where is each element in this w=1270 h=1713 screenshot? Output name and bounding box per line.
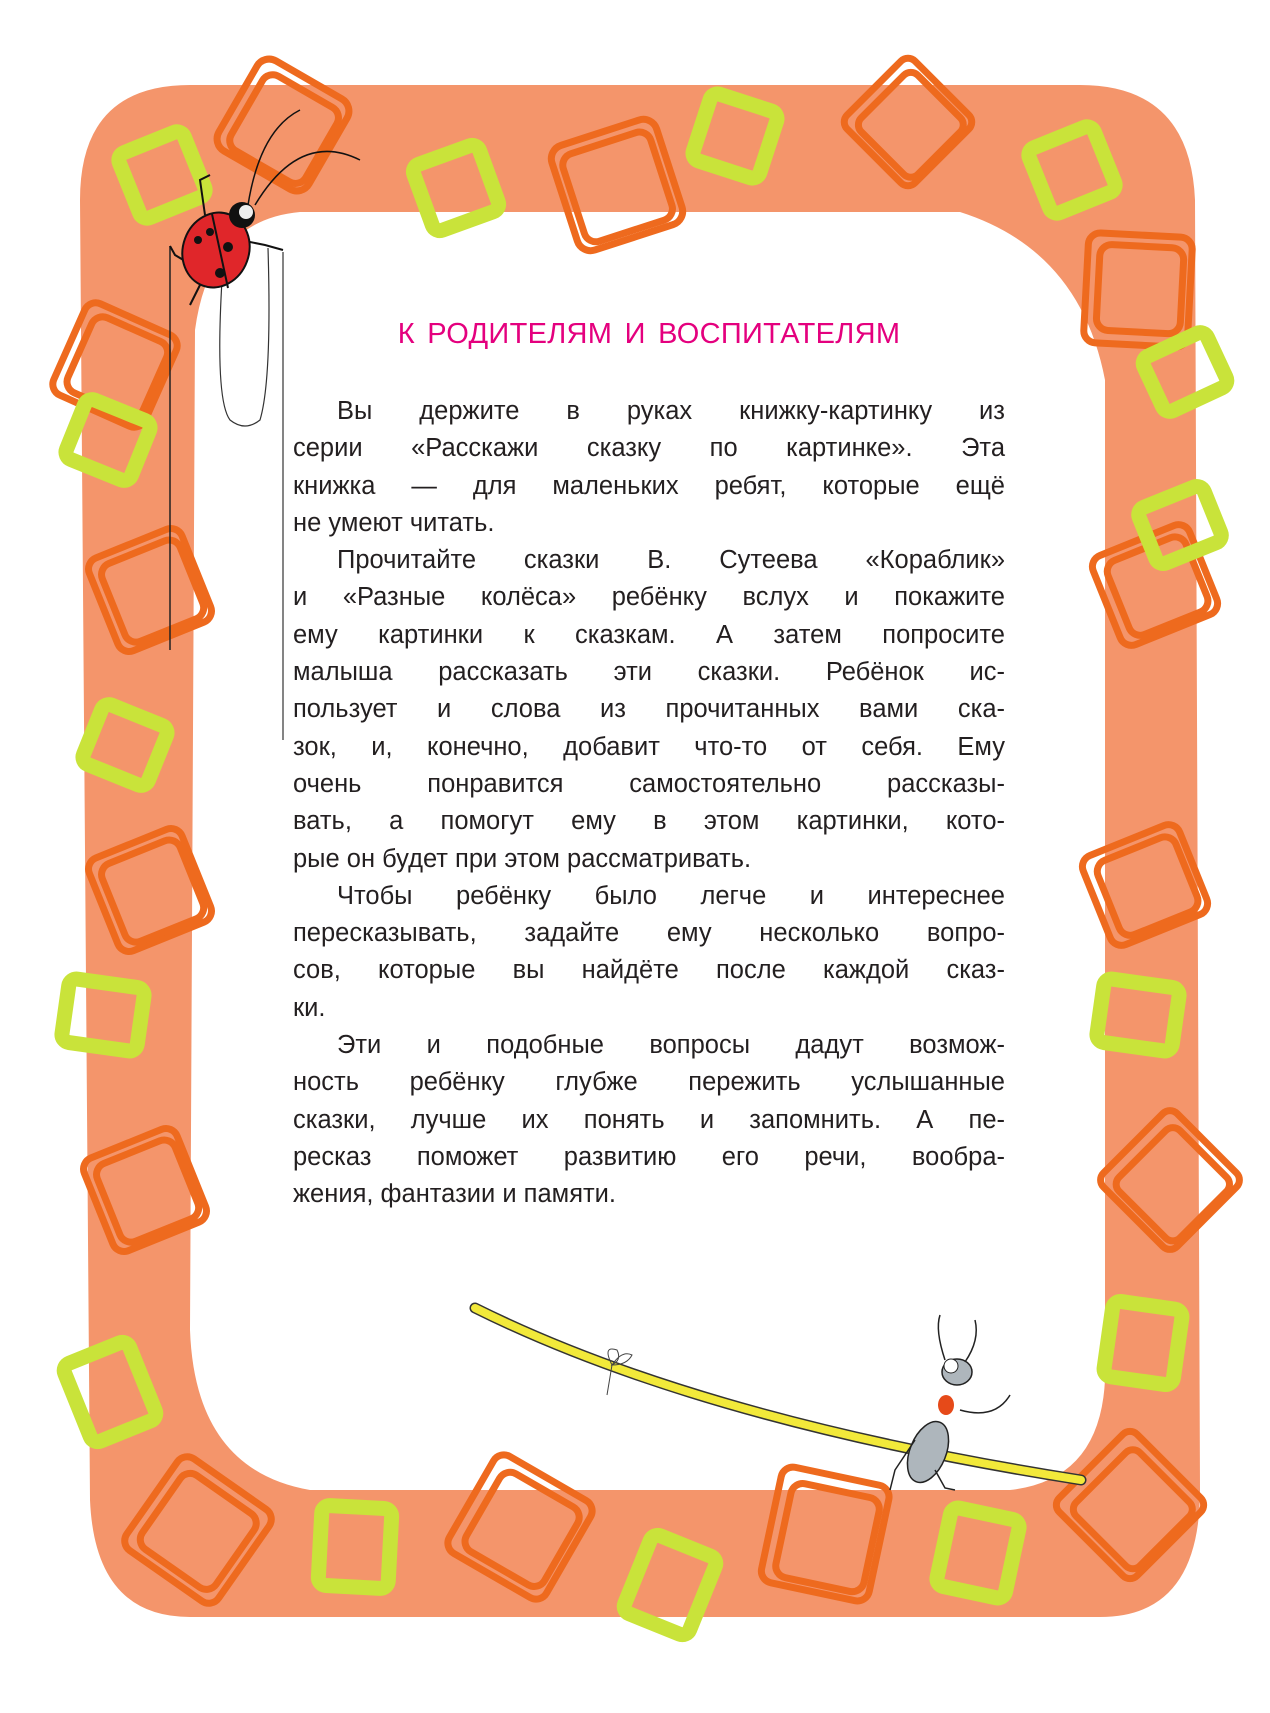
text-line: книжка — для маленьких ребят, которые ещё: [293, 471, 1005, 500]
text-line: Прочитайте сказки В. Сутеева «Кораблик»: [337, 546, 1005, 575]
paragraph-3: [293, 878, 1005, 1027]
text-line: сказки, лучше их понять и запомнить. А пе-: [293, 1105, 1005, 1134]
paragraph-4: [293, 1027, 1005, 1213]
text-line: пересказывать, задайте ему несколько вопро-: [293, 919, 1005, 948]
text-line: ресказ поможет развитию его речи, вообра-: [293, 1142, 1005, 1171]
text-line: ность ребёнку глубже пережить услышанные: [293, 1068, 1005, 1097]
text-line: рые он будет при этом рассматривать.: [293, 844, 752, 873]
paragraph-2: [293, 542, 1005, 878]
text-line: вать, а помогут ему в этом картинки, кото-: [293, 807, 1005, 836]
text-line: жения, фантазии и памяти.: [293, 1180, 617, 1209]
paragraph-1: [293, 393, 1005, 542]
text-line: Чтобы ребёнку было легче и интереснее: [337, 881, 1005, 910]
text-line: и «Разные колёса» ребёнку вслух и покажите: [293, 583, 1005, 612]
text-line: сов, которые вы найдёте после каждой сказ-: [293, 956, 1005, 985]
text-line: зок, и, конечно, добавит что-то от себя. Ему: [293, 732, 1005, 761]
text-line: ки.: [293, 993, 326, 1022]
text-line: малыша рассказать эти сказки. Ребёнок ис-: [293, 658, 1005, 687]
text-line: очень понравится самостоятельно рассказы-: [293, 769, 1005, 798]
body-text: [293, 393, 1005, 1214]
text-line: ему картинки к сказкам. А затем попросите: [293, 620, 1005, 649]
ant-stick-illustration: [475, 1308, 1081, 1490]
text-line: Эти и подобные вопросы дадут возмож-: [337, 1031, 1005, 1060]
text-line: не умеют читать.: [293, 508, 495, 537]
page-title: К РОДИТЕЛЯМ И ВОСПИТАТЕЛЯМ: [397, 318, 901, 350]
text-line: серии «Расскажи сказку по картинке». Эта: [293, 434, 1005, 463]
text-line: Вы держите в руках книжку-картинку из: [337, 397, 1005, 425]
text-line: пользует и слова из прочитанных вами ска-: [293, 695, 1005, 724]
